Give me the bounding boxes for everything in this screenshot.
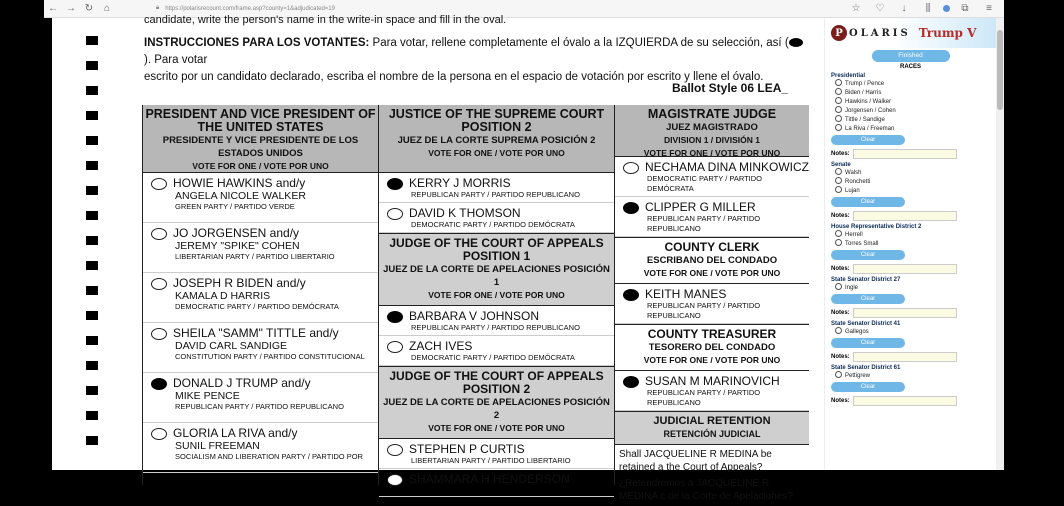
menu-icon[interactable]: ≡ xyxy=(986,3,992,14)
notes-row xyxy=(831,264,990,274)
race-option-radio[interactable]: Walsh xyxy=(831,168,990,177)
candidate-row xyxy=(379,336,614,366)
vote-for-one: VOTE FOR ONE / VOTE POR UNO xyxy=(192,161,329,171)
candidate-name: STEPHEN P CURTIS xyxy=(409,442,525,456)
party-name: CONSTITUTION PARTY / PARTIDO CONSTITUCIONAL xyxy=(175,352,365,361)
race-block xyxy=(825,365,996,406)
pocket-icon[interactable]: ♡ xyxy=(875,3,885,14)
notes-input[interactable] xyxy=(853,264,957,274)
race-option-radio[interactable]: Herrell xyxy=(831,230,990,239)
empty-oval xyxy=(623,162,639,174)
contest-president xyxy=(142,105,378,485)
candidate-row xyxy=(379,203,614,233)
contest-title: COUNTY TREASURER xyxy=(647,327,777,341)
filled-oval-icon xyxy=(789,38,803,47)
instructions-label: INSTRUCCIONES PARA LOS VOTANTES: xyxy=(144,37,370,49)
notes-row xyxy=(831,396,990,406)
race-block xyxy=(825,321,996,362)
candidate-label: Trump V xyxy=(918,26,977,40)
instructions-text: Para votar, rellene completamente el óvalo a la IZQUIERDA de su selección, así ( xyxy=(372,37,789,49)
scrollbar[interactable] xyxy=(996,18,1004,470)
filled-oval xyxy=(387,178,403,190)
candidate-row xyxy=(143,323,378,373)
party-name: REPUBLICAN PARTY / PARTIDO REPUBLICANO xyxy=(411,190,580,199)
contest-header xyxy=(379,105,614,173)
contest-title: JUDGE OF THE COURT OF APPEALS POSITION 2 xyxy=(389,369,604,396)
race-option-radio[interactable]: Pettigrew xyxy=(831,371,990,380)
candidate-name: SHAMMARA H HENDERSON xyxy=(409,472,570,486)
candidate-name: SUSAN M MARINOVICH xyxy=(645,374,780,388)
contest-header xyxy=(379,366,614,439)
extensions-icon[interactable]: ⧉ xyxy=(961,3,969,14)
contest-title: PRESIDENT AND VICE PRESIDENT OF THE UNITED STATES xyxy=(145,107,376,134)
notes-input[interactable] xyxy=(853,396,957,406)
party-name: REPUBLICAN PARTY / PARTIDO REPUBLICANO xyxy=(647,301,761,320)
logo-text: OLARIS xyxy=(849,27,911,39)
race-option-radio[interactable]: Jorgensen / Cohen xyxy=(831,106,990,115)
race-block xyxy=(825,277,996,318)
vote-for-one: VOTE FOR ONE / VOTE POR UNO xyxy=(428,148,565,158)
polaris-logo xyxy=(831,25,911,41)
empty-oval xyxy=(387,444,403,456)
party-name: DEMOCRATIC PARTY / PARTIDO DEMÓCRATA xyxy=(411,220,575,229)
clear-button[interactable]: Clear xyxy=(831,294,905,304)
race-option-radio[interactable]: Tittle / Sandige xyxy=(831,115,990,124)
race-option-radio[interactable]: Ingle xyxy=(831,283,990,292)
race-option-radio[interactable]: Lujan xyxy=(831,186,990,195)
candidate-row xyxy=(379,306,614,336)
download-icon[interactable]: ↓ xyxy=(901,3,907,14)
notes-label: Notes: xyxy=(831,398,850,404)
race-option-radio[interactable]: Biden / Harris xyxy=(831,88,990,97)
candidate-name: GLORIA LA RIVA and/y xyxy=(173,426,298,440)
empty-oval xyxy=(387,341,403,353)
race-option-radio[interactable]: Torres Small xyxy=(831,239,990,248)
race-title: State Senator District 61 xyxy=(831,365,901,371)
candidate-name: CLIPPER G MILLER xyxy=(645,200,756,214)
contest-title-es: RETENCIÓN JUDICIAL xyxy=(663,429,761,439)
race-option-radio[interactable]: La Riva / Freeman xyxy=(831,124,990,133)
clear-button[interactable]: Clear xyxy=(831,135,905,145)
party-name: DEMOCRATIC PARTY / PARTIDO DEMÓCRATA xyxy=(411,353,575,362)
filled-oval xyxy=(387,311,403,323)
library-icon[interactable]: ⫼ xyxy=(925,3,931,14)
empty-oval xyxy=(387,474,403,486)
candidate-name: ZACH IVES xyxy=(409,339,473,353)
instructions-line-2: escrito por un candidato declarado, escriba el nombre de la persona en el espacio de votación por escrito y llene el óvalo. xyxy=(144,71,764,83)
race-option-radio[interactable]: Trump / Pence xyxy=(831,79,990,88)
notes-label: Notes: xyxy=(831,354,850,360)
party-name: GREEN PARTY / PARTIDO VERDE xyxy=(175,202,295,211)
party-name: DEMOCRATIC PARTY / PARTIDO DEMÓCRATA xyxy=(175,302,339,311)
running-mate-name: ANGELA NICOLE WALKER xyxy=(175,190,306,202)
candidate-name: HOWIE HAWKINS and/y xyxy=(173,176,306,190)
empty-oval xyxy=(387,208,403,220)
candidate-name: DAVID K THOMSON xyxy=(409,206,521,220)
clear-button[interactable]: Clear xyxy=(831,338,905,348)
candidate-row xyxy=(615,157,809,197)
race-block xyxy=(825,162,996,221)
back-icon[interactable]: ← xyxy=(48,3,58,14)
notes-label: Notes: xyxy=(831,266,850,272)
vote-for-one: VOTE FOR ONE / VOTE POR UNO xyxy=(643,355,781,365)
ballot-image xyxy=(44,14,810,502)
home-icon[interactable]: ⌂ xyxy=(103,3,111,14)
contest-title: JUDGE OF THE COURT OF APPEALS POSITION 1 xyxy=(389,236,604,263)
finished-button[interactable]: Finished xyxy=(872,50,950,62)
filled-oval xyxy=(151,378,167,390)
vote-for-one: VOTE FOR ONE / VOTE POR UNO xyxy=(643,148,781,158)
running-mate-name: JEREMY "SPIKE" COHEN xyxy=(175,240,300,252)
race-title: Presidential xyxy=(831,73,866,79)
timing-marks xyxy=(86,36,98,461)
candidate-row xyxy=(379,469,614,497)
contest-header xyxy=(143,105,378,173)
party-name: LIBERTARIAN PARTY / PARTIDO LIBERTARIO xyxy=(175,252,335,261)
race-option-radio[interactable]: Ronchetti xyxy=(831,177,990,186)
candidate-name: JO JORGENSEN and/y xyxy=(173,226,300,240)
candidate-name: BARBARA V JOHNSON xyxy=(409,309,540,323)
contest-title-es: PRESIDENTE Y VICE PRESIDENTE DE LOS ESTADOS UNIDOS xyxy=(162,135,359,159)
notes-input[interactable] xyxy=(853,211,957,221)
reload-icon[interactable]: ↻ xyxy=(84,3,94,14)
contest-header xyxy=(379,233,614,306)
empty-oval xyxy=(151,278,167,290)
party-name xyxy=(409,486,614,488)
contest-header xyxy=(615,237,809,284)
ballot-edge xyxy=(44,18,52,470)
running-mate-name: MIKE PENCE xyxy=(175,390,240,402)
contest-title-es: ESCRIBANO DEL CONDADO xyxy=(646,255,778,266)
contest-title-es: TESORERO DEL CONDADO xyxy=(648,342,776,353)
race-title: State Senator District 27 xyxy=(831,277,901,283)
notes-input[interactable] xyxy=(853,308,957,318)
race-block xyxy=(825,73,996,159)
candidate-row xyxy=(143,423,378,473)
notes-row xyxy=(831,211,990,221)
candidate-row xyxy=(143,273,378,323)
candidate-row xyxy=(143,173,378,223)
ballot-style: Ballot Style 06 LEA_ xyxy=(672,81,789,95)
clear-button[interactable]: Clear xyxy=(831,197,905,207)
candidate-row xyxy=(143,223,378,273)
party-name: REPUBLICAN PARTY / PARTIDO REPUBLICANO xyxy=(175,402,344,411)
empty-oval xyxy=(151,328,167,340)
filled-oval xyxy=(623,376,639,388)
candidate-row xyxy=(615,197,809,237)
contest-title-es: JUEZ DE LA CORTE SUPREMA POSICIÓN 2 xyxy=(397,135,596,146)
scroll-thumb[interactable] xyxy=(997,30,1003,110)
instructions xyxy=(144,35,804,86)
filled-oval xyxy=(623,289,639,301)
running-mate-name: SUNIL FREEMAN xyxy=(175,440,260,452)
bookmark-star-icon[interactable]: ☆ xyxy=(851,3,861,14)
account-icon[interactable] xyxy=(943,5,950,12)
contest-title: COUNTY CLERK xyxy=(664,240,760,254)
retention-question: Shall JACQUELINE R MEDINA be retained a the Court of Appeals? xyxy=(619,449,772,473)
contest-title-es: JUEZ DE LA CORTE DE APELACIONES POSICIÓN 2 xyxy=(383,397,610,421)
candidate-row xyxy=(379,173,614,203)
contest-title-es: JUEZ MAGISTRADO xyxy=(666,122,758,133)
candidate-name: KERRY J MORRIS xyxy=(409,176,511,190)
clear-button[interactable]: Clear xyxy=(831,250,905,260)
vote-for-one: VOTE FOR ONE / VOTE POR UNO xyxy=(428,423,565,433)
party-name: REPUBLICAN PARTY / PARTIDO REPUBLICANO xyxy=(647,214,761,233)
clear-button[interactable]: Clear xyxy=(831,382,905,392)
contest-header xyxy=(615,411,809,445)
vote-for-one: VOTE FOR ONE / VOTE POR UNO xyxy=(643,268,781,278)
adjudication-sidebar xyxy=(824,18,996,470)
party-name: SOCIALISM AND LIBERATION PARTY / PARTIDO POR xyxy=(175,452,363,461)
filled-oval xyxy=(623,202,639,214)
notes-label: Notes: xyxy=(831,151,850,157)
notes-row xyxy=(831,352,990,362)
race-title: House Representative District 2 xyxy=(831,224,922,230)
race-title: Senate xyxy=(831,162,851,168)
contest-judicial xyxy=(378,105,614,485)
sidebar-header xyxy=(825,18,996,48)
notes-label: Notes: xyxy=(831,213,850,219)
notes-row xyxy=(831,149,990,159)
candidate-name: SHEILA "SAMM" TITTLE and/y xyxy=(173,326,339,340)
contest-header xyxy=(615,324,809,371)
division: DIVISION 1 / DIVISIÓN 1 xyxy=(664,135,760,145)
candidate-row xyxy=(615,284,809,324)
retention-question-es: ¿Retendremos a JACQUELINE R MEDINA c de la Corte de Apelaciones? xyxy=(619,478,793,502)
running-mate-name: DAVID CARL SANDIGE xyxy=(175,340,288,352)
contest-title: MAGISTRATE JUDGE xyxy=(647,107,777,121)
instructions-top-line: candidate, write the person's name in the write-in space and fill in the oval. xyxy=(144,14,507,26)
contest-header xyxy=(615,105,809,157)
lock-icon: 🔒︎ xyxy=(156,5,160,11)
candidate-row xyxy=(615,371,809,411)
candidate-row xyxy=(143,373,378,423)
party-name: REPUBLICAN PARTY / PARTIDO REPUBLICANO xyxy=(411,323,580,332)
candidate-row xyxy=(379,439,614,469)
race-block xyxy=(825,224,996,274)
empty-oval xyxy=(151,228,167,240)
candidate-name: JOSEPH R BIDEN and/y xyxy=(173,276,306,290)
party-name: LIBERTARIAN PARTY / PARTIDO LIBERTARIO xyxy=(411,456,571,465)
notes-label: Notes: xyxy=(831,310,850,316)
contest-county xyxy=(614,105,810,502)
running-mate-name: KAMALA D HARRIS xyxy=(175,290,271,302)
logo-mark: P xyxy=(831,25,847,41)
url-text: https://polarisrecount.com/frame.asp?county=1&adjudicated=19 xyxy=(165,5,335,12)
notes-input[interactable] xyxy=(853,352,957,362)
empty-oval xyxy=(151,178,167,190)
race-title: State Senator District 41 xyxy=(831,321,901,327)
candidate-name: NECHAMA DINA MINKOWICZ xyxy=(645,160,810,174)
forward-icon[interactable]: → xyxy=(66,3,76,14)
empty-oval xyxy=(151,428,167,440)
notes-row xyxy=(831,308,990,318)
race-option-radio[interactable]: Hawkins / Walker xyxy=(831,97,990,106)
party-name: REPUBLICAN PARTY / PARTIDO REPUBLICANO xyxy=(647,388,761,407)
candidate-name: DONALD J TRUMP and/y xyxy=(173,376,311,390)
instructions-text-2: ). Para votar xyxy=(144,54,208,66)
contest-title: JUSTICE OF THE SUPREME COURT POSITION 2 xyxy=(388,107,605,134)
contest-title-es: JUEZ DE LA CORTE DE APELACIONES POSICIÓN 1 xyxy=(383,264,610,288)
party-name: DEMOCRATIC PARTY / PARTIDO DEMÓCRATA xyxy=(647,174,763,193)
browser-window xyxy=(44,0,1004,502)
contest-title: JUDICIAL RETENTION xyxy=(653,415,771,427)
races-heading: RACES xyxy=(899,64,921,70)
notes-input[interactable] xyxy=(853,149,957,159)
vote-for-one: VOTE FOR ONE / VOTE POR UNO xyxy=(428,290,565,300)
candidate-name: KEITH MANES xyxy=(645,287,727,301)
race-option-radio[interactable]: Gallegos xyxy=(831,327,990,336)
